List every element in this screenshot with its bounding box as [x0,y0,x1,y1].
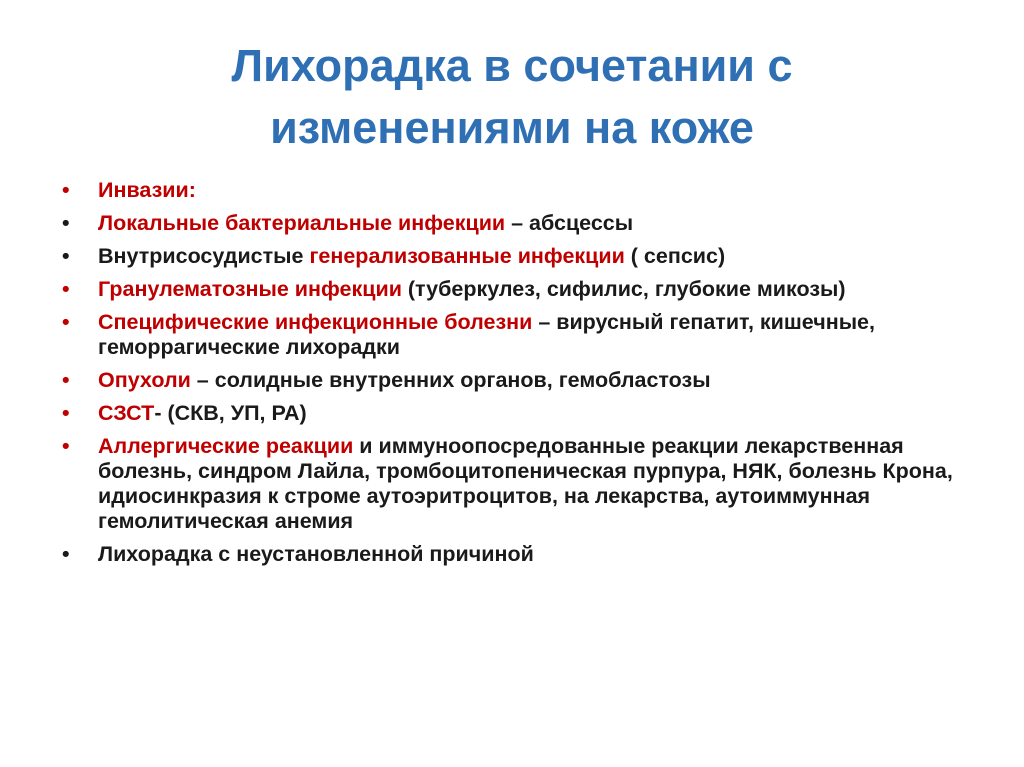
bullet-term: Опухоли [98,368,191,392]
bullet-marker-icon: • [62,277,70,301]
bullet-item [62,211,962,236]
bullet-term: Гранулематозные инфекции [98,277,402,301]
bullet-term: Аллергические реакции [98,434,354,458]
bullet-list [62,178,962,575]
slide-title-line-2: изменениями на коже [270,102,754,153]
bullet-text: – вирусный гепатит, кишечные, геморрагические лихорадки [98,310,875,359]
bullet-text: ( сепсис) [624,244,726,268]
bullet-item [62,542,962,567]
bullet-item [62,244,962,269]
bullet-term: генерализованные инфекции [309,244,625,268]
bullet-term: Специфические инфекционные болезни [98,310,533,334]
slide-title [60,35,964,159]
bullet-item [62,434,962,534]
bullet-text: Внутрисосудистые [98,244,310,268]
bullet-marker-icon: • [62,310,70,334]
bullet-item [62,401,962,426]
bullet-marker-icon: • [62,401,70,425]
bullet-text: Лихорадка с неустановленной причиной [98,542,534,566]
bullet-marker-icon: • [62,368,70,392]
bullet-marker-icon: • [62,434,70,458]
bullet-term: Локальные бактериальные инфекции [98,211,506,235]
bullet-item [62,368,962,393]
bullet-term: СЗСТ [98,401,155,425]
bullet-term: Инвазии: [98,178,196,202]
slide-title-line-1: Лихорадка в сочетании с [231,40,793,91]
bullet-marker-icon: • [62,178,70,202]
bullet-item [62,310,962,360]
bullet-text: и иммуноопосредованные реакции лекарственная болезнь, синдром Лайла, тромбоцитопеническая пурпура, НЯК, болезнь Крона, идиосинкразия к строме аутоэритроцитов, на лекарства, аутоиммунная гемолитическая анемия [98,434,953,533]
bullet-text: - (СКВ, УП, РА) [154,401,307,425]
bullet-text: (туберкулез, сифилис, глубокие микозы) [401,277,846,301]
bullet-item [62,178,962,203]
bullet-marker-icon: • [62,211,70,235]
bullet-text: – солидные внутренних органов, гемобластозы [190,368,711,392]
bullet-marker-icon: • [62,244,70,268]
bullet-text: – абсцессы [505,211,634,235]
bullet-marker-icon: • [62,542,70,566]
bullet-item [62,277,962,302]
